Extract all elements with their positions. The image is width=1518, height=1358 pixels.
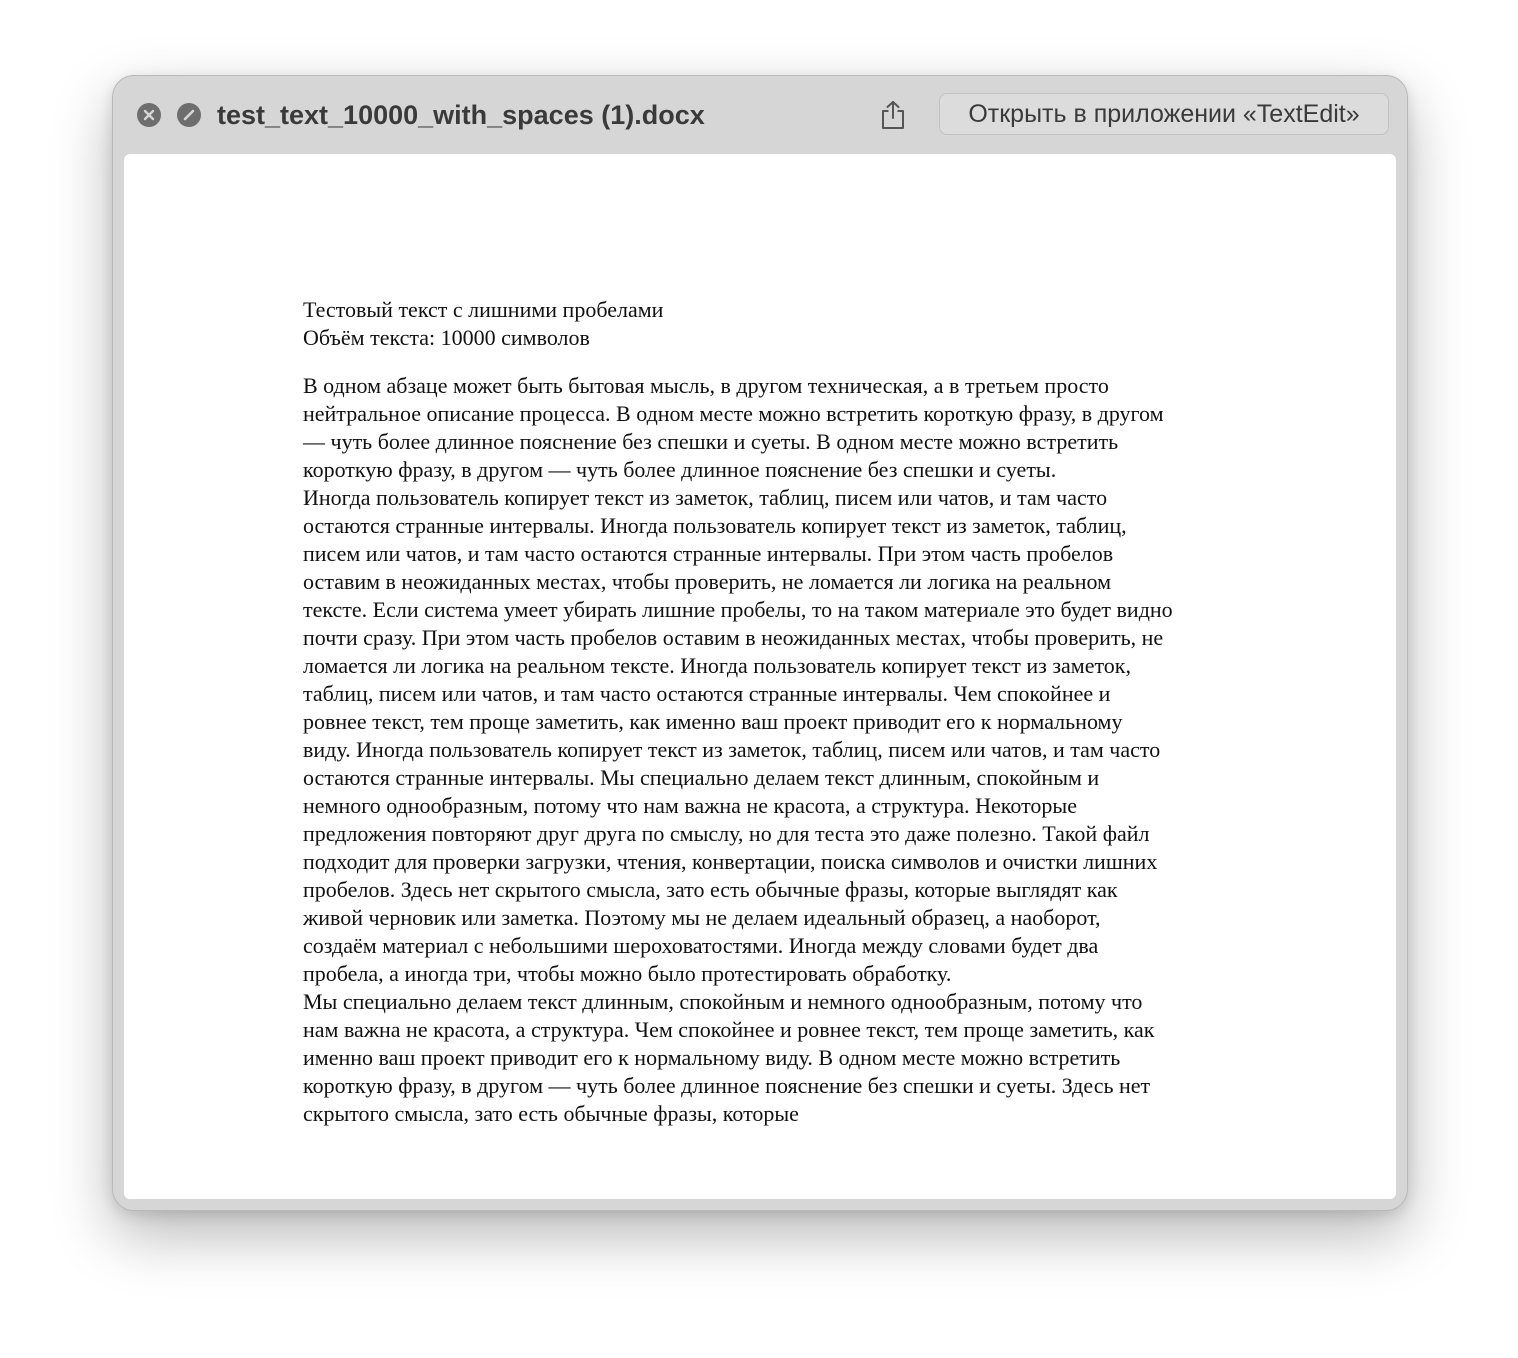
block-icon <box>182 108 196 122</box>
window-title: test_text_10000_with_spaces (1).docx <box>217 100 705 130</box>
document-header-line-2: Объём текста: 10000 символов <box>303 325 590 350</box>
title-bar <box>113 76 1407 154</box>
document-body <box>303 296 1173 1128</box>
share-icon <box>880 100 906 130</box>
paragraph-3: Мы специально делаем текст длинным, спокойным и немного однообразным, потому что нам важна не красота, а структура. Чем спокойнее и ровнее текст, тем проще заметить, как именно ваш проект приводит его к нормальному виду. В одном месте можно встретить короткую фразу, в другом — чуть более длинное пояснение без спешки и суеты. Здесь нет скрытого смысла, зато есть обычные фразы, которые <box>303 989 1155 1126</box>
paragraph-1: В одном абзаце может быть бытовая мысль, в другом техническая, а в третьем просто нейтральное описание процесса. В одном месте можно встретить короткую фразу, в другом — чуть более длинное пояснение без спешки и суеты. В одном месте можно встретить короткую фразу, в другом — чуть более длинное пояснение без спешки и суеты. <box>303 373 1164 482</box>
open-in-textedit-button[interactable]: Открыть в приложении «TextEdit» <box>939 93 1389 135</box>
document-header-line-1: Тестовый текст с лишними пробелами <box>303 297 664 322</box>
close-button[interactable] <box>137 103 161 127</box>
block-button[interactable] <box>177 103 201 127</box>
share-button[interactable] <box>873 94 913 136</box>
paragraph-2: Иногда пользователь копирует текст из заметок, таблиц, писем или чатов, и там часто остаются странные интервалы. Иногда пользователь копирует текст из заметок, таблиц, писем или чатов, и там часто остаются странные интервалы. При этом часть пробелов оставим в неожиданных местах, чтобы проверить, не ломается ли логика на реальном тексте. Если система умеет убирать лишние пробелы, то на таком материале это будет видно почти сразу. При этом часть пробелов оставим в неожиданных местах, чтобы проверить, не ломается ли логика на реальном тексте. Иногда пользователь копирует текст из заметок, таблиц, писем или чатов, и там часто остаются странные интервалы. Чем спокойнее и ровнее текст, тем проще заметить, как именно ваш проект приводит его к нормальному виду. Иногда пользователь копирует текст из заметок, таблиц, писем или чатов, и там часто остаются странные интервалы. Мы специально делаем текст длинным, спокойным и немного однообразным, потому что нам важна не красота, а структура. Некоторые предложения повторяют друг друга по смыслу, но для теста это даже полезно. Такой файл подходит для проверки загрузки, чтения, конвертации, поиска символов и очистки лишних пробелов. Здесь нет скрытого смысла, зато есть обычные фразы, которые выглядят как живой черновик или заметка. Поэтому мы не делаем идеальный образец, а наоборот, создаём материал с небольшими шероховатостями. Иногда между словами будет два пробела, а иногда три, чтобы можно было протестировать обработку. <box>303 485 1173 986</box>
quicklook-window <box>112 75 1408 1211</box>
close-icon <box>143 109 155 121</box>
document-preview[interactable] <box>124 154 1396 1199</box>
